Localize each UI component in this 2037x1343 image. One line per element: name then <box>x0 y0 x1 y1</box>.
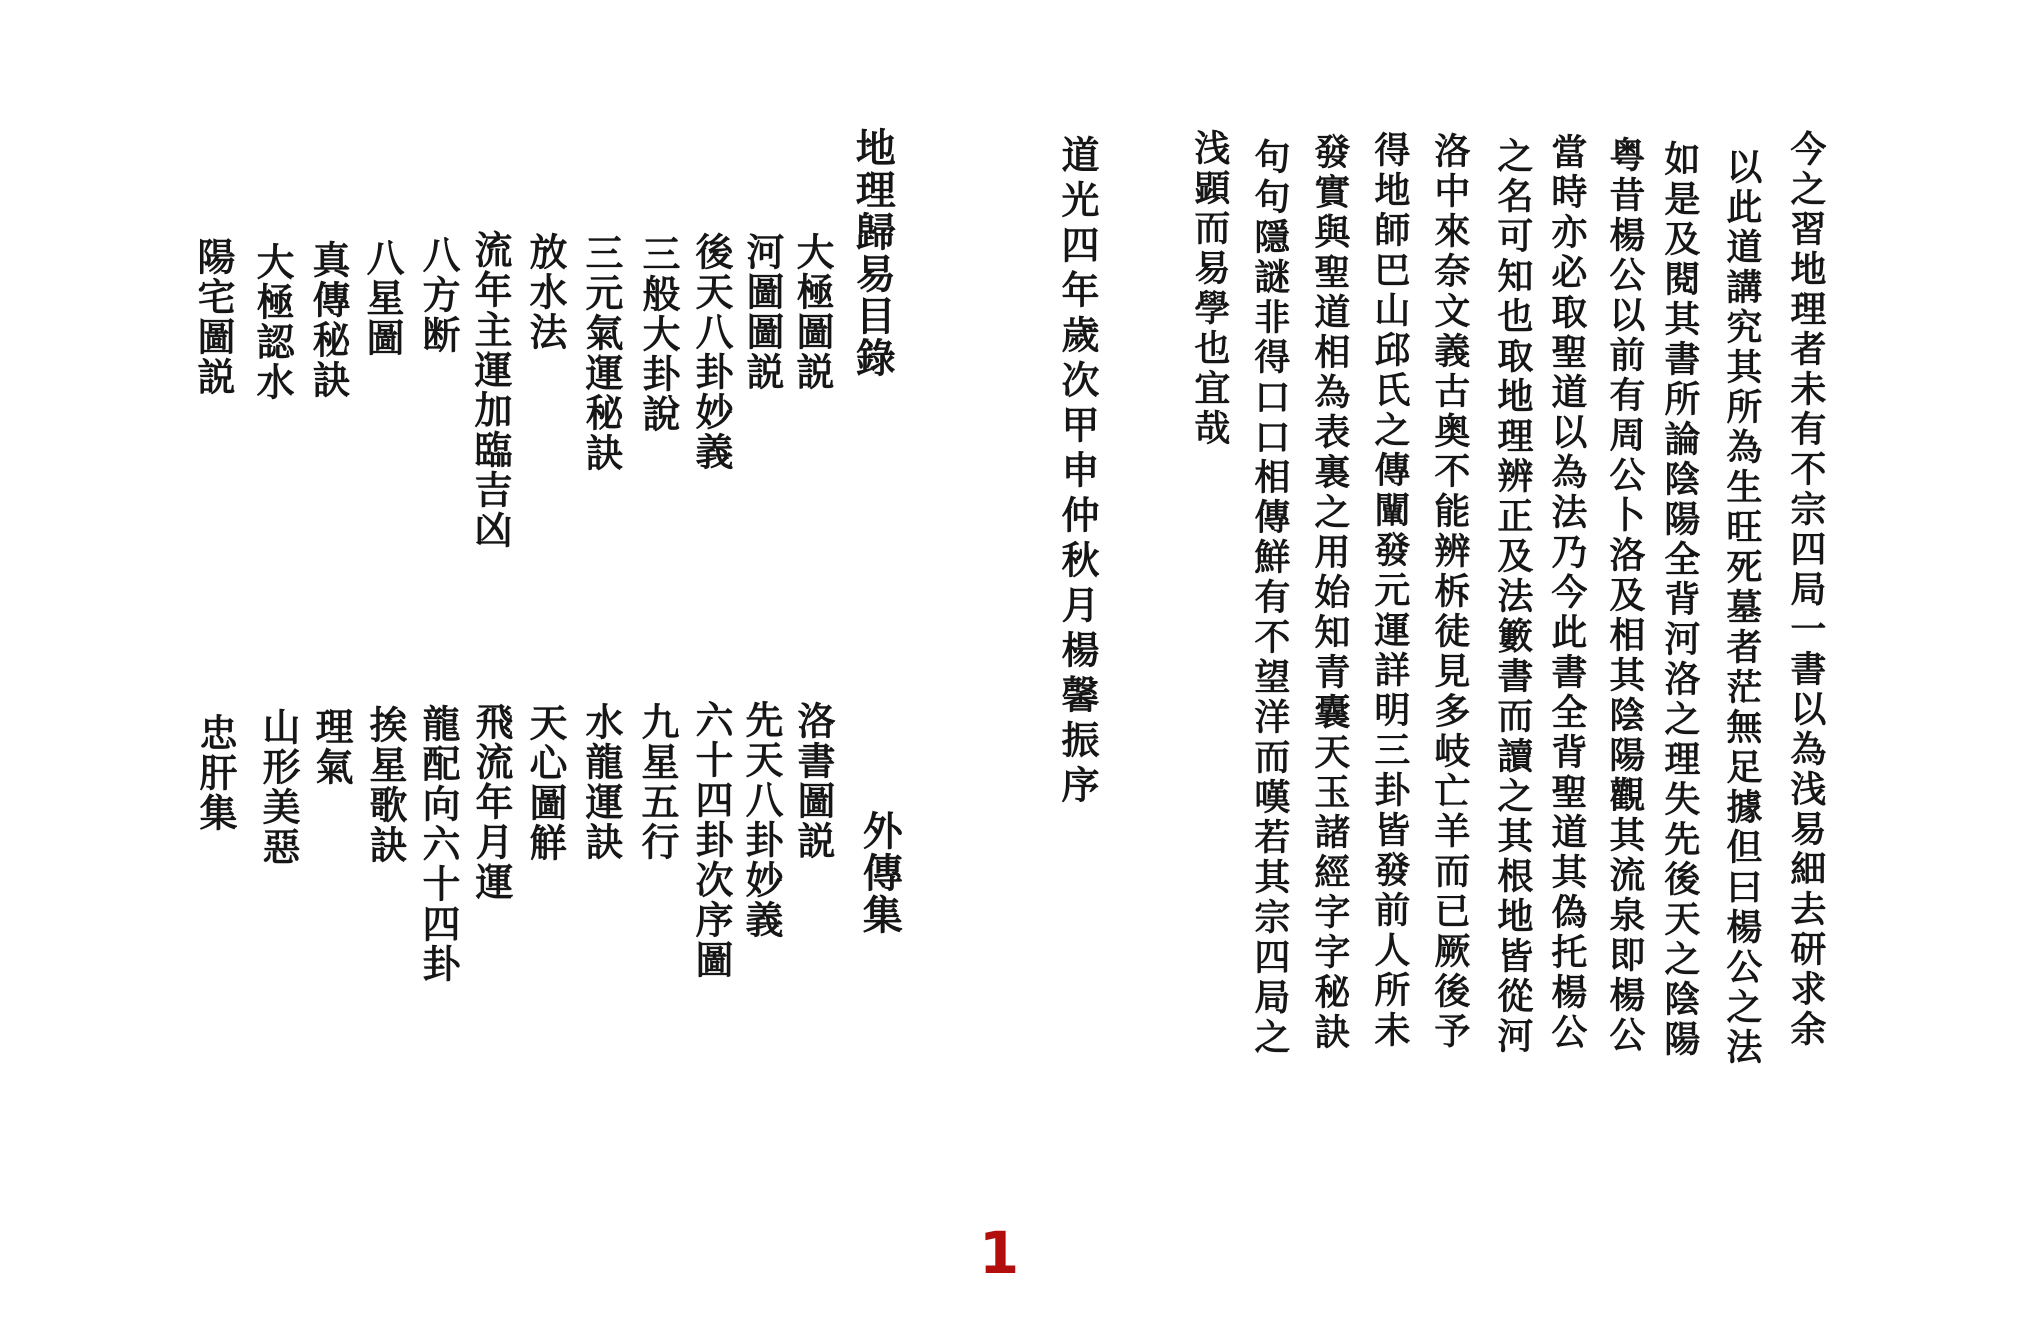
toc-supplement-entry: 挨星歌訣 <box>363 705 409 865</box>
toc-entry: 流年主運加臨吉凶 <box>468 230 514 550</box>
preface-column: 以此道講究其所為生旺死墓者茫無足據但曰楊公之法 <box>1720 148 1763 1068</box>
preface-column: 之名可知也取地理辨正及法籔書而讀之其根地皆從河 <box>1491 137 1534 1057</box>
toc-supplement-entry: 忠肝集 <box>193 713 239 833</box>
preface-column: 今之習地理者未有不宗四局一書以為浅易細去研求余 <box>1784 130 1827 1050</box>
preface-column: 得地師巴山邱氏之傳闡發元運詳明三卦皆發前人所未 <box>1368 131 1411 1051</box>
toc-supplement-entry: 理氣 <box>309 707 355 787</box>
preface-column: 句句隱謎非得口口相傳鮮有不望洋而嘆若其宗四局之 <box>1248 138 1291 1058</box>
toc-entry: 三般大卦說 <box>636 234 682 434</box>
preface-column: 如是及閱其書所論陰陽全背河洛之理失先後天之陰陽 <box>1658 140 1701 1060</box>
toc-entry: 大極圖説 <box>790 232 836 392</box>
toc-supplement-entry: 山形美惡 <box>256 707 302 867</box>
toc-entry: 大極認水 <box>250 242 296 402</box>
preface-column: 發實與聖道相為表裏之用始知青囊天玉諸經字字秘訣 <box>1308 133 1351 1053</box>
toc-entry: 八星圖 <box>360 238 406 358</box>
toc-supplement-entry: 飛流年月運 <box>469 702 515 902</box>
toc-supplement-entry: 水龍運訣 <box>579 702 625 862</box>
toc-entry: 河圖圖説 <box>740 232 786 392</box>
preface-dateline: 道光四年歲次甲申仲秋月楊馨振序 <box>1055 135 1101 810</box>
toc-supplement-entry: 九星五行 <box>635 702 681 862</box>
preface-column: 浅顕而易學也宜哉 <box>1188 129 1231 449</box>
toc-entry: 三元氣運秘訣 <box>579 233 625 473</box>
toc-supplement-title: 外傳集 <box>856 810 904 936</box>
toc-supplement-entry: 先天八卦妙義 <box>739 700 785 940</box>
toc-supplement-entry: 六十四卦次序圖 <box>689 700 735 980</box>
preface-column: 粤昔楊公以前有周公卜洛及相其陰陽觀其流泉即楊公 <box>1603 136 1646 1056</box>
toc-entry: 陽宅圖説 <box>191 237 237 397</box>
toc-title: 地理歸易目錄 <box>849 127 897 379</box>
toc-entry: 後天八卦妙義 <box>689 232 735 472</box>
toc-supplement-entry: 龍配向六十四卦 <box>416 704 462 984</box>
toc-entry: 八方断 <box>416 235 462 355</box>
toc-supplement-entry: 洛書圖説 <box>791 701 837 861</box>
toc-supplement-entry: 天心圖觧 <box>523 703 569 863</box>
page-number: 1 <box>978 1219 1020 1287</box>
preface-column: 當時亦必取聖道以為法乃今此書全背聖道其偽托楊公 <box>1545 133 1588 1053</box>
preface-column: 洛中來奈文義古奥不能辨柝徒見多岐亡羊而已厥後予 <box>1428 132 1471 1052</box>
toc-entry: 放水法 <box>523 232 569 352</box>
toc-entry: 真傳秘訣 <box>306 240 352 400</box>
